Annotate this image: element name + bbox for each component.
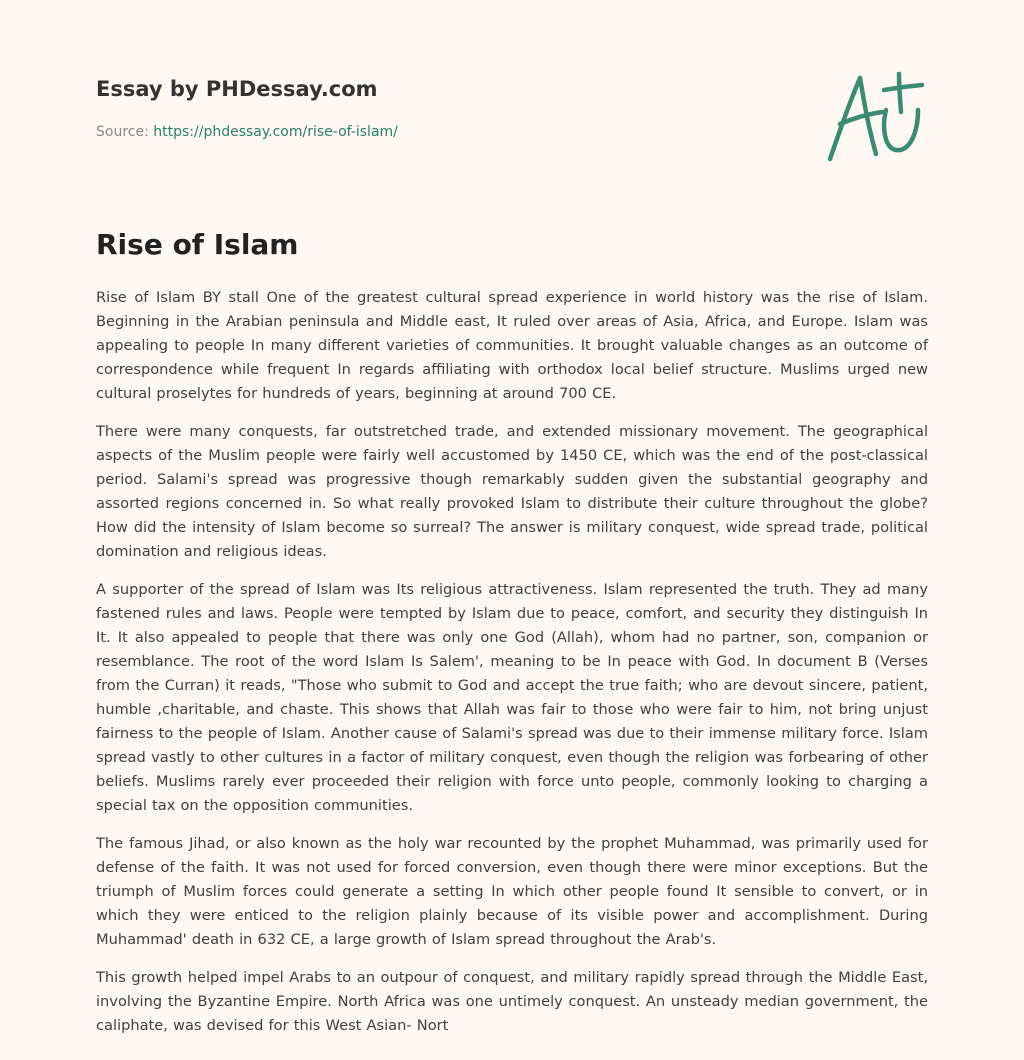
site-title: Essay by PHDessay.com <box>96 77 378 101</box>
essay-body <box>96 286 928 1052</box>
essay-paragraph: There were many conquests, far outstretched trade, and extended missionary movement. The geographical aspects of the Muslim people were fairly well accustomed by 1450 CE, which was the end of the post-classical period. Salami's spread was progressive though remarkably sudden given the substantial geography and assorted regions concerned in. So what really provoked Islam to distribute their culture throughout the globe? How did the intensity of Islam become so surreal? The answer is military conquest, wide spread trade, political domination and religious ideas. <box>96 423 928 560</box>
source-link[interactable]: https://phdessay.com/rise-of-islam/ <box>153 124 398 140</box>
essay-title: Rise of Islam <box>96 228 299 261</box>
essay-paragraph: This growth helped impel Arabs to an outpour of conquest, and military rapidly spread through the Middle East, involving the Byzantine Empire. North Africa was one untimely conquest. An unsteady median government, the caliphate, was devised for this West Asian- Nort <box>96 969 928 1034</box>
essay-paragraph: Rise of Islam BY stall One of the greatest cultural spread experience in world history was the rise of Islam. Beginning in the Arabian peninsula and Middle east, It ruled over areas of Asia, Africa, and Europe. Islam was appealing to people In many different varieties of communities. It brought valuable changes as an outcome of correspondence while frequent In regards affiliating with orthodox local belief structure. Muslims urged new cultural proselytes for hundreds of years, beginning at around 700 CE. <box>96 289 928 402</box>
essay-paragraph: The famous Jihad, or also known as the holy war recounted by the prophet Muhammad, was primarily used for defense of the faith. It was not used for forced conversion, even though there were minor exceptions. But the triumph of Muslim forces could generate a setting In which other people found It sensible to convert, or in which they were enticed to the religion plainly because of its visible power and accomplishment. During Muhammad' death in 632 CE, a large growth of Islam spread throughout the Arab's. <box>96 835 928 948</box>
essay-paragraph: A supporter of the spread of Islam was Its religious attractiveness. Islam represented the truth. They ad many fastened rules and laws. People were tempted by Islam due to peace, comfort, and security they distinguish In It. It also appealed to people that there was only one God (Allah), whom had no partner, son, companion or resemblance. The root of the word Islam Is Salem', meaning to be In peace with God. In document B (Verses from the Curran) it reads, "Those who submit to God and accept the true faith; who are devout sincere, patient, humble ,charitable, and chaste. This shows that Allah was fair to those who were fair to him, not bring unjust fairness to the people of Islam. Another cause of Salami's spread was due to their immense military force. Islam spread vastly to other cultures in a factor of military conquest, even though the religion was forbearing of other beliefs. Muslims rarely ever proceeded their religion with force unto people, commonly looking to charging a special tax on the opposition communities. <box>96 581 928 814</box>
source-line <box>96 124 398 140</box>
source-label: Source: <box>96 124 149 140</box>
a-plus-logo-icon <box>820 66 930 166</box>
